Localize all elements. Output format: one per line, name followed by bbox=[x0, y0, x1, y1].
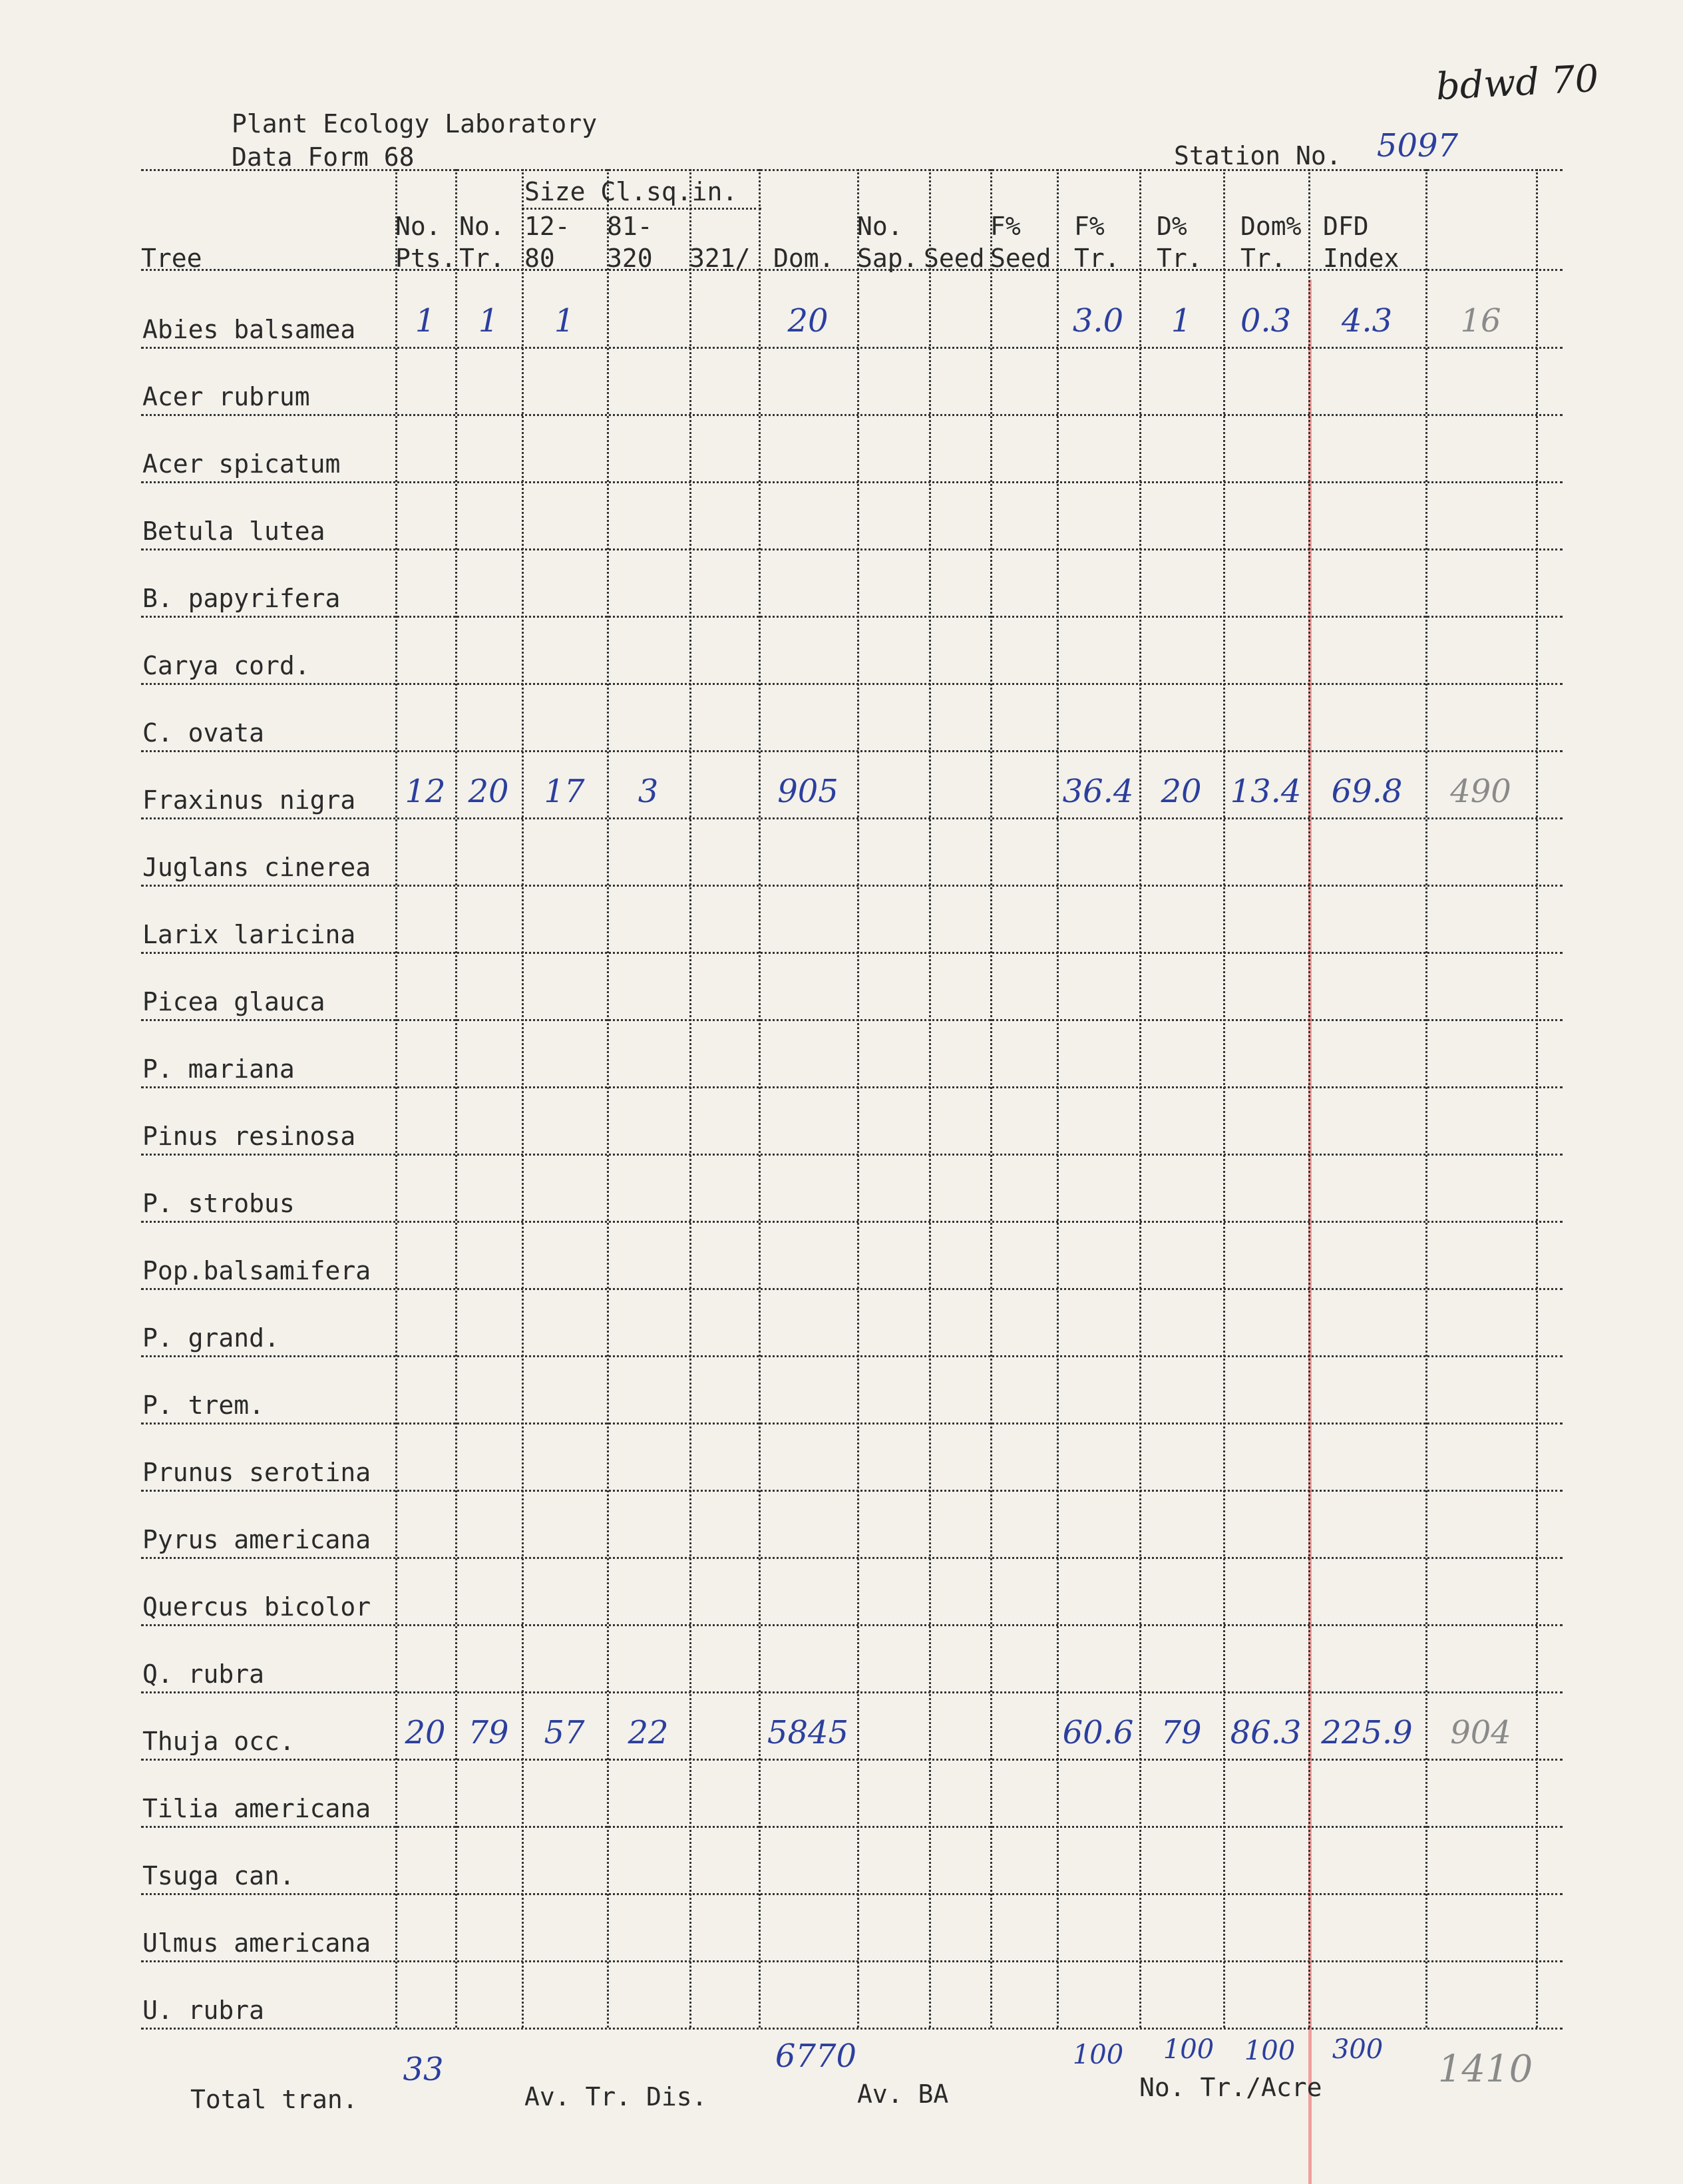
tree-name: Carya cord. bbox=[142, 651, 310, 680]
tree-name: Picea glauca bbox=[142, 987, 325, 1016]
tree-name: Pyrus americana bbox=[142, 1525, 371, 1554]
cell-s2: 3 bbox=[638, 773, 659, 810]
tree-name: Pop.balsamifera bbox=[142, 1256, 371, 1285]
grid-vline bbox=[1057, 169, 1059, 2028]
col-header-f-tr: F% Tr. bbox=[1074, 212, 1120, 273]
tree-name: P. trem. bbox=[142, 1391, 265, 1420]
row-rule bbox=[141, 952, 1563, 954]
header-bottom-rule bbox=[141, 269, 1563, 271]
tree-name: B. papyrifera bbox=[142, 584, 341, 613]
row-rule bbox=[141, 347, 1563, 349]
tree-name: C. ovata bbox=[142, 718, 265, 748]
row-rule bbox=[141, 481, 1563, 483]
cell-domtr: 86.3 bbox=[1230, 1714, 1302, 1751]
cell-pts: 12 bbox=[405, 773, 446, 810]
cell-ftr: 36.4 bbox=[1062, 773, 1134, 810]
cell-dtr: 1 bbox=[1171, 302, 1192, 339]
org-title: Plant Ecology Laboratory bbox=[232, 109, 598, 138]
total-tran-label: Total tran. bbox=[190, 2085, 358, 2114]
cell-tr: 20 bbox=[468, 773, 509, 810]
cell-dtr: 20 bbox=[1161, 773, 1202, 810]
row-rule bbox=[141, 885, 1563, 887]
row-rule bbox=[141, 683, 1563, 685]
grid-vline bbox=[1223, 169, 1225, 2028]
top-right-note: bdwd 70 bbox=[1435, 57, 1600, 109]
cell-domtr: 13.4 bbox=[1230, 773, 1302, 810]
row-rule bbox=[141, 616, 1563, 618]
grid-vline bbox=[1139, 169, 1141, 2028]
av-ba-label: Av. BA bbox=[857, 2079, 949, 2109]
row-rule bbox=[141, 1557, 1563, 1559]
total-tran-value: 33 bbox=[403, 2051, 444, 2088]
tree-name: Prunus serotina bbox=[142, 1458, 371, 1487]
cell-dom: 20 bbox=[787, 302, 829, 339]
col-header-size-321: 321/ bbox=[689, 244, 751, 273]
tree-name: Juglans cinerea bbox=[142, 853, 371, 882]
grid-vline bbox=[759, 169, 761, 2028]
cell-dom: 5845 bbox=[767, 1714, 849, 1751]
col-header-dom: Dom. bbox=[773, 244, 835, 273]
form-number: Data Form 68 bbox=[232, 142, 415, 172]
sum-dom-tr: 100 bbox=[1244, 2036, 1296, 2066]
row-rule bbox=[141, 750, 1563, 752]
cell-pts: 1 bbox=[415, 302, 436, 339]
tree-name: Acer rubrum bbox=[142, 382, 310, 411]
tree-name: Tilia americana bbox=[142, 1794, 371, 1823]
row-rule bbox=[141, 1288, 1563, 1290]
cell-ftr: 60.6 bbox=[1062, 1714, 1134, 1751]
cell-dfd: 225.9 bbox=[1321, 1714, 1413, 1751]
row-rule bbox=[141, 1019, 1563, 1021]
cell-dtr: 79 bbox=[1161, 1714, 1202, 1751]
av-tr-dis-label: Av. Tr. Dis. bbox=[524, 2082, 707, 2111]
col-header-no-pts: No. Pts. bbox=[395, 212, 457, 273]
col-header-no-tr: No. Tr. bbox=[459, 212, 505, 273]
grid-vline bbox=[607, 169, 609, 2028]
sum-extra: 1410 bbox=[1437, 2048, 1533, 2091]
row-rule bbox=[141, 1893, 1563, 1895]
row-rule bbox=[141, 548, 1563, 550]
row-rule bbox=[141, 1154, 1563, 1156]
row-rule bbox=[141, 1624, 1563, 1626]
tree-name: P. grand. bbox=[142, 1323, 280, 1353]
col-header-no-sap: No. Sap. bbox=[857, 212, 918, 273]
cell-extra: 16 bbox=[1460, 302, 1501, 339]
row-rule bbox=[141, 1422, 1563, 1424]
cell-s1: 1 bbox=[554, 302, 575, 339]
grid-vline bbox=[990, 169, 992, 2028]
station-value: 5097 bbox=[1376, 127, 1459, 164]
cell-extra: 904 bbox=[1450, 1714, 1511, 1751]
cell-s2: 22 bbox=[628, 1714, 669, 1751]
col-header-dfd-index: DFD Index bbox=[1323, 212, 1400, 273]
row-rule bbox=[141, 1826, 1563, 1828]
no-tr-acre-label: No. Tr./Acre bbox=[1139, 2073, 1322, 2102]
cell-s1: 57 bbox=[544, 1714, 585, 1751]
row-rule bbox=[141, 1490, 1563, 1492]
tree-name: P. mariana bbox=[142, 1054, 295, 1084]
tree-name: Larix laricina bbox=[142, 920, 356, 949]
grid-vline bbox=[857, 169, 859, 2028]
tree-name: P. strobus bbox=[142, 1189, 295, 1218]
tree-name: Tsuga can. bbox=[142, 1861, 295, 1890]
row-rule bbox=[141, 1355, 1563, 1357]
cell-dfd: 69.8 bbox=[1331, 773, 1403, 810]
sum-d-tr: 100 bbox=[1163, 2034, 1215, 2065]
row-rule bbox=[141, 1691, 1563, 1693]
row-rule bbox=[141, 817, 1563, 819]
av-ba-value: 6770 bbox=[775, 2038, 857, 2075]
grid-vline bbox=[929, 169, 931, 2028]
cell-s1: 17 bbox=[544, 773, 585, 810]
cell-pts: 20 bbox=[405, 1714, 446, 1751]
cell-ftr: 3.0 bbox=[1072, 302, 1124, 339]
header-top-rule bbox=[141, 169, 1563, 171]
col-header-dom-tr: Dom% Tr. bbox=[1240, 212, 1302, 273]
tree-name: Fraxinus nigra bbox=[142, 785, 356, 815]
cell-dfd: 4.3 bbox=[1341, 302, 1393, 339]
tree-name: Betula lutea bbox=[142, 517, 325, 546]
row-rule bbox=[141, 414, 1563, 416]
tree-name: U. rubra bbox=[142, 1996, 265, 2025]
tree-name: Quercus bicolor bbox=[142, 1592, 371, 1622]
grid-vline bbox=[689, 169, 691, 2028]
grid-vline bbox=[522, 169, 524, 2028]
grid-vline bbox=[1308, 169, 1310, 2028]
station-label: Station No. bbox=[1174, 141, 1342, 170]
row-rule bbox=[141, 1759, 1563, 1761]
sum-f-tr: 100 bbox=[1072, 2040, 1124, 2070]
grid-vline bbox=[1425, 169, 1427, 2028]
grid-vline bbox=[455, 169, 457, 2028]
col-header-size-12-80: 12- 80 bbox=[524, 212, 570, 273]
row-rule bbox=[141, 1221, 1563, 1223]
cell-domtr: 0.3 bbox=[1240, 302, 1292, 339]
tree-name: Acer spicatum bbox=[142, 449, 341, 479]
col-header-tree: Tree bbox=[141, 244, 202, 273]
grid-vline bbox=[395, 169, 397, 2028]
cell-dom: 905 bbox=[777, 773, 839, 810]
col-header-size-class: Size Cl.sq.in. bbox=[524, 177, 738, 206]
size-class-rule bbox=[522, 208, 761, 210]
sum-dfd: 300 bbox=[1332, 2034, 1384, 2065]
cell-tr: 1 bbox=[478, 302, 499, 339]
tree-name: Ulmus americana bbox=[142, 1928, 371, 1958]
row-rule bbox=[141, 2028, 1563, 2030]
col-header-size-81-320: 81- 320 bbox=[607, 212, 653, 273]
tree-name: Abies balsamea bbox=[142, 315, 356, 344]
tree-name: Pinus resinosa bbox=[142, 1122, 356, 1151]
cell-tr: 79 bbox=[468, 1714, 509, 1751]
grid-vline bbox=[1536, 169, 1538, 2028]
row-rule bbox=[141, 1086, 1563, 1088]
col-header-d-tr: D% Tr. bbox=[1157, 212, 1203, 273]
col-header-seed: Seed bbox=[924, 244, 985, 273]
col-header-f-seed: F% Seed bbox=[990, 212, 1051, 273]
row-rule bbox=[141, 1960, 1563, 1962]
cell-extra: 490 bbox=[1450, 773, 1511, 810]
tree-name: Thuja occ. bbox=[142, 1727, 295, 1756]
tree-name: Q. rubra bbox=[142, 1659, 265, 1689]
